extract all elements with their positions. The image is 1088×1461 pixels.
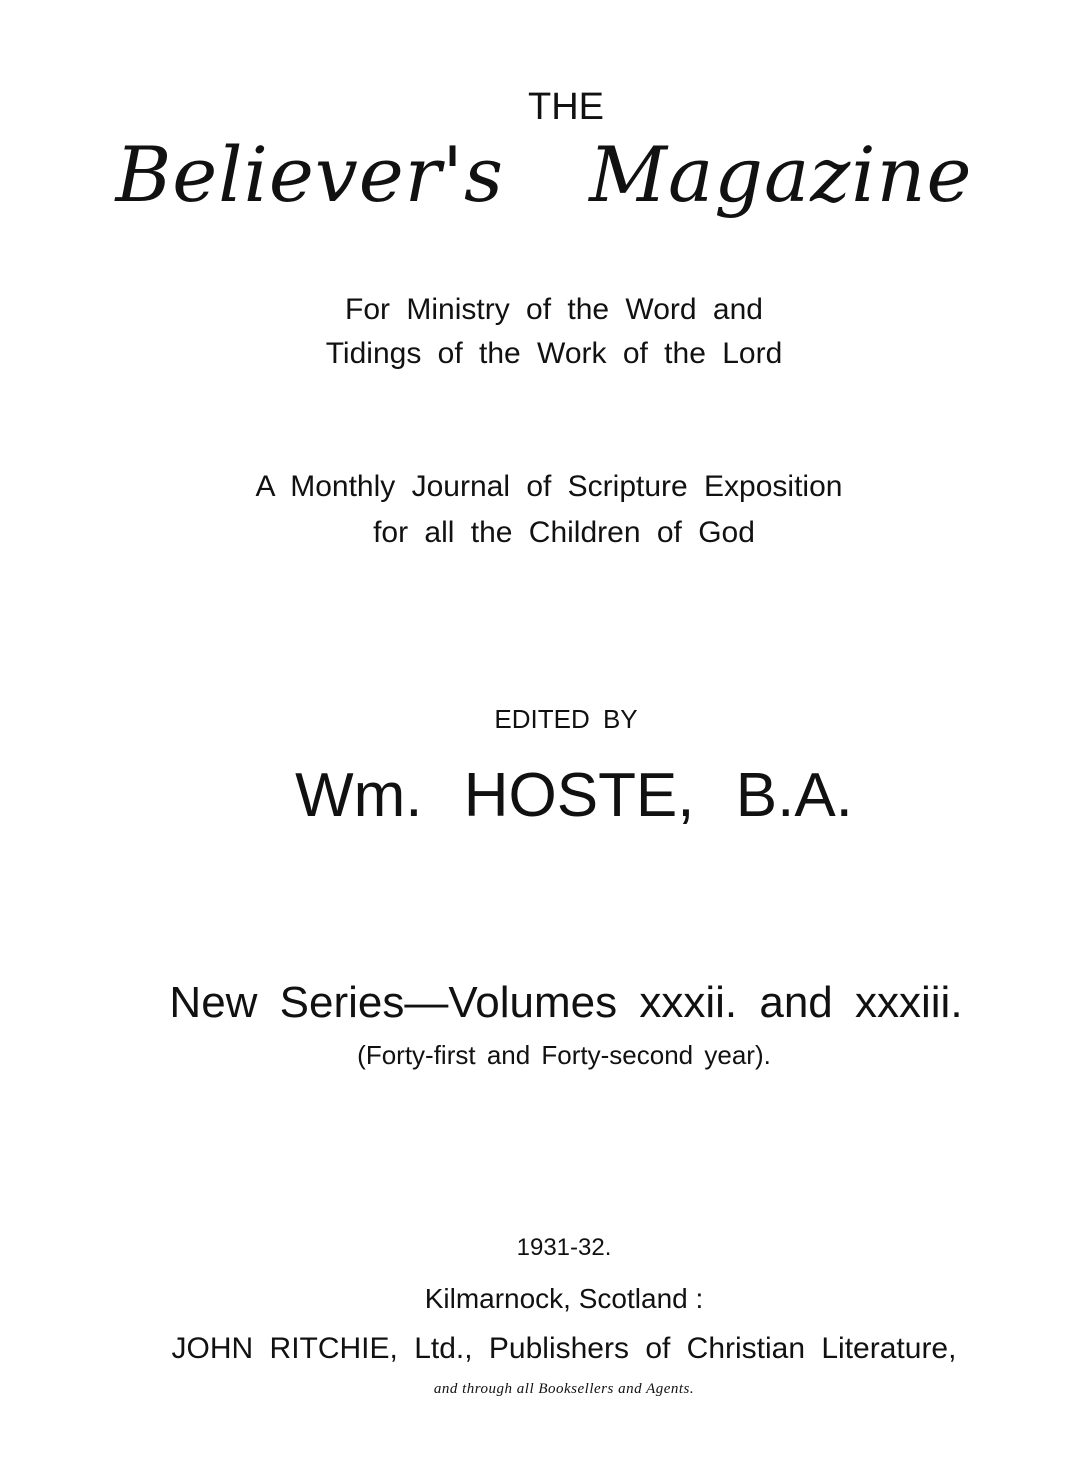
series-volumes: New Series—Volumes xxxii. and xxxiii. — [169, 978, 963, 1027]
editor-name: Wm. HOSTE, B.A. — [295, 761, 853, 830]
publication-place: Kilmarnock, Scotland : — [424, 1283, 704, 1314]
title-prefix: THE — [528, 86, 604, 128]
series-years: (Forty-first and Forty-second year). — [357, 1040, 771, 1070]
magazine-title: Believer's Magazine — [115, 130, 973, 219]
journal-line-1: A Monthly Journal of Scripture Exposition — [255, 470, 843, 503]
publisher-name: JOHN RITCHIE, Ltd., Publishers of Christian Literature, — [171, 1332, 957, 1365]
edited-by-label: EDITED BY — [494, 704, 638, 734]
journal-line-2: for all the Children of God — [373, 516, 755, 549]
subtitle-line-2: Tidings of the Work of the Lord — [325, 337, 783, 370]
subtitle-line-1: For Ministry of the Word and — [345, 293, 763, 326]
agents-note: and through all Booksellers and Agents. — [433, 1381, 695, 1397]
publication-date: 1931-32. — [516, 1234, 612, 1261]
